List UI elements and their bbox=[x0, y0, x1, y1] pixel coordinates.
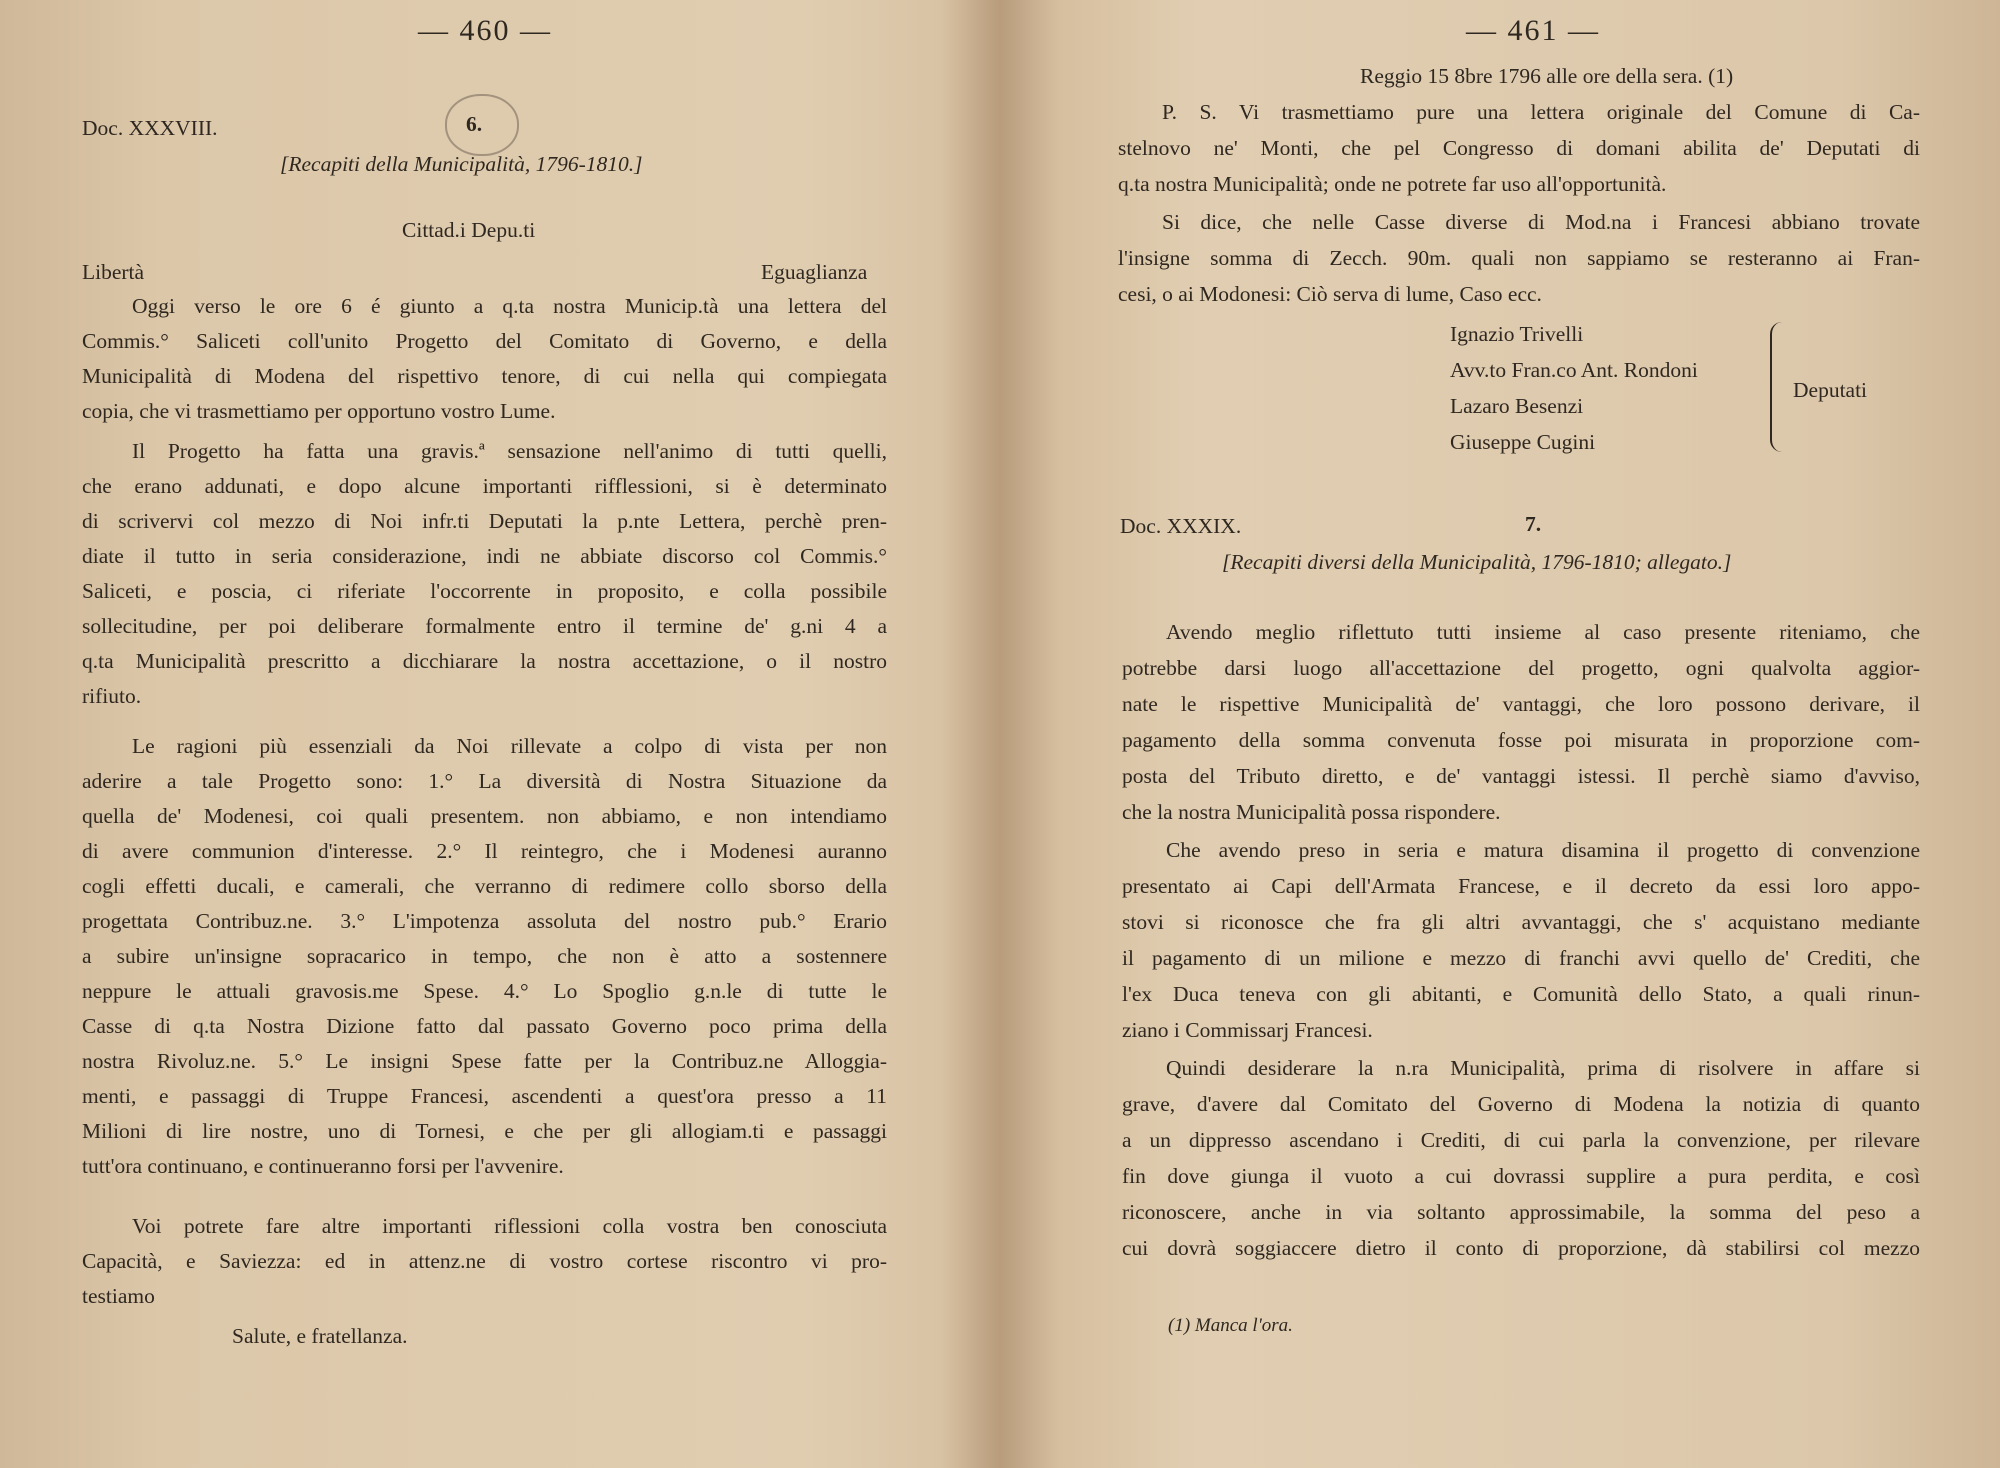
text-line: ziano i Commissarj Francesi. bbox=[1122, 1018, 1373, 1042]
text-line: posta del Tributo diretto, e de' vantaggi istessi. Il perchè siamo d'avviso, bbox=[1122, 764, 1920, 788]
closing-salutation: Salute, e fratellanza. bbox=[232, 1324, 408, 1348]
page-number: — 461 — bbox=[1466, 14, 1600, 47]
text-line: cui dovrà soggiaccere dietro il conto di proporzione, dà stabilirsi col mezzo bbox=[1122, 1236, 1920, 1260]
footnote: (1) Manca l'ora. bbox=[1168, 1315, 1293, 1336]
text-line: P. S. Vi trasmettiamo pure una lettera originale del Comune di Ca- bbox=[1162, 100, 1920, 124]
text-line: potrebbe darsi luogo all'accettazione del progetto, ogni qualvolta aggior- bbox=[1122, 656, 1920, 680]
text-line: q.ta Municipalità prescritto a dicchiarare la nostra accettazione, o il nostro bbox=[82, 649, 887, 673]
text-line: diate il tutto in seria considerazione, indi ne abbiate discorso col Commis.° bbox=[82, 544, 887, 568]
text-line: Oggi verso le ore 6 é giunto a q.ta nostra Municip.tà una lettera del bbox=[132, 294, 887, 318]
text-line: a subire un'insigne sopracarico in tempo, che non è atto a sostennere bbox=[82, 944, 887, 968]
text-line: di scrivervi col mezzo di Noi infr.ti Deputati la p.nte Lettera, perchè pren- bbox=[82, 509, 887, 533]
text-line: Che avendo preso in seria e matura disamina il progetto di convenzione bbox=[1166, 838, 1920, 862]
text-line: nate le rispettive Municipalità de' vantaggi, che loro possono derivare, il bbox=[1122, 692, 1920, 716]
text-line: grave, d'avere dal Comitato del Governo di Modena la notizia di quanto bbox=[1122, 1092, 1920, 1116]
text-line: Milioni di lire nostre, uno di Tornesi, e che per gli allogiam.ti e passaggi bbox=[82, 1119, 887, 1143]
signatories-role: Deputati bbox=[1793, 378, 1868, 402]
text-line: Commis.° Saliceti coll'unito Progetto del Comitato di Governo, e della bbox=[82, 329, 887, 353]
text-line: tutt'ora continuano, e continueranno forsi per l'avvenire. bbox=[82, 1154, 564, 1178]
signatory: Lazaro Besenzi bbox=[1450, 394, 1584, 418]
text-line: riconoscere, anche in via soltanto approssimabile, la somma del peso a bbox=[1122, 1200, 1920, 1224]
text-line: l'ex Duca teneva con gli abitanti, e Comunità dello Stato, a quali rinun- bbox=[1122, 982, 1920, 1006]
text-line: menti, e passaggi di Truppe Francesi, ascendenti a quest'ora presso a 11 bbox=[82, 1084, 887, 1108]
signatory: Avv.to Fran.co Ant. Rondoni bbox=[1450, 358, 1698, 382]
text-line: Municipalità di Modena del rispettivo tenore, di cui nella qui compiegata bbox=[82, 364, 887, 388]
text-line: cesi, o ai Modonesi: Ciò serva di lume, Caso ecc. bbox=[1118, 282, 1542, 306]
text-line: presentato ai Capi dell'Armata Francese, e il decreto da essi loro appo- bbox=[1122, 874, 1920, 898]
date-line: Reggio 15 8bre 1796 alle ore della sera. (1) bbox=[1360, 64, 1734, 88]
doc-number: 6. bbox=[466, 112, 483, 136]
text-line: quella de' Modenesi, coi quali presentem. non abbiamo, e non intendiamo bbox=[82, 804, 887, 828]
text-line: fin dove giunga il vuoto a cui dovrassi supplire a pura perdita, e così bbox=[1122, 1164, 1920, 1188]
doc-source: [Recapiti diversi della Municipalità, 1796-1810; allegato.] bbox=[1222, 550, 1732, 574]
text-line: Le ragioni più essenziali da Noi rillevate a colpo di vista per non bbox=[132, 734, 887, 758]
text-line: il pagamento di un milione e mezzo di franchi avvi quello de' Crediti, che bbox=[1122, 946, 1920, 970]
text-line: stelnovo ne' Monti, che pel Congresso di domani abilita de' Deputati di bbox=[1118, 136, 1920, 160]
text-line: sollecitudine, per poi deliberare formalmente entro il termine de' g.ni 4 a bbox=[82, 614, 887, 638]
text-line: di avere communion d'interesse. 2.° Il reintegro, che i Modenesi auranno bbox=[82, 839, 887, 863]
text-line: Avendo meglio riflettuto tutti insieme al caso presente riteniamo, che bbox=[1166, 620, 1920, 644]
text-line: che erano addunati, e dopo alcune importanti rifflessioni, si è determinato bbox=[82, 474, 887, 498]
doc-label: Doc. XXXIX. bbox=[1120, 514, 1242, 538]
doc-source: [Recapiti della Municipalità, 1796-1810.] bbox=[280, 152, 643, 176]
text-line: Si dice, che nelle Casse diverse di Mod.na i Francesi abbiano trovate bbox=[1162, 210, 1920, 234]
text-line: cogli effetti ducali, e camerali, che verranno di redimere collo sborso della bbox=[82, 874, 887, 898]
text-line: l'insigne somma di Zecch. 90m. quali non sappiamo se resteranno ai Fran- bbox=[1118, 246, 1920, 270]
letter-address: Cittad.i Depu.ti bbox=[402, 218, 536, 242]
motto-right: Eguaglianza bbox=[761, 260, 868, 284]
text-line: a un dippresso ascendano i Crediti, di cui parla la convenzione, per rilevare bbox=[1122, 1128, 1920, 1152]
text-line: pagamento della somma convenuta fosse poi misurata in proporzione com- bbox=[1122, 728, 1920, 752]
text-line: rifiuto. bbox=[82, 684, 142, 708]
signatories-brace bbox=[1770, 322, 1786, 452]
doc-label: Doc. XXXVIII. bbox=[82, 116, 218, 140]
text-line: Quindi desiderare la n.ra Municipalità, prima di risolvere in affare si bbox=[1166, 1056, 1920, 1080]
text-line: Capacità, e Saviezza: ed in attenz.ne di vostro cortese riscontro vi pro- bbox=[82, 1249, 887, 1273]
text-line: Il Progetto ha fatta una gravis.ª sensazione nell'animo di tutti quelli, bbox=[132, 439, 887, 463]
signatory: Giuseppe Cugini bbox=[1450, 430, 1596, 454]
text-line: copia, che vi trasmettiamo per opportuno vostro Lume. bbox=[82, 399, 556, 423]
text-line: q.ta nostra Municipalità; onde ne potrete far uso all'opportunità. bbox=[1118, 172, 1667, 196]
text-line: Saliceti, e poscia, ci riferiate l'occorrente in proposito, e colla possibile bbox=[82, 579, 887, 603]
text-line: nostra Rivoluz.ne. 5.° Le insigni Spese fatte per la Contribuz.ne Alloggia- bbox=[82, 1049, 887, 1073]
doc-number: 7. bbox=[1525, 512, 1542, 536]
text-line: progettata Contribuz.ne. 3.° L'impotenza assoluta del nostro pub.° Erario bbox=[82, 909, 887, 933]
text-line: testiamo bbox=[82, 1284, 155, 1308]
signatory: Ignazio Trivelli bbox=[1450, 322, 1584, 346]
text-line: neppure le attuali gravosis.me Spese. 4.° Lo Spoglio g.n.le di tutte le bbox=[82, 979, 887, 1003]
text-line: Casse di q.ta Nostra Dizione fatto dal passato Governo poco prima della bbox=[82, 1014, 887, 1038]
page-number: — 460 — bbox=[418, 14, 552, 47]
text-line: aderire a tale Progetto sono: 1.° La diversità di Nostra Situazione da bbox=[82, 769, 887, 793]
text-line: che la nostra Municipalità possa rispondere. bbox=[1122, 800, 1501, 824]
text-line: Voi potrete fare altre importanti riflessioni colla vostra ben conosciuta bbox=[132, 1214, 887, 1238]
motto-left: Libertà bbox=[82, 260, 145, 284]
text-line: stovi si riconosce che fra gli altri avvantaggi, che s' acquistano mediante bbox=[1122, 910, 1920, 934]
